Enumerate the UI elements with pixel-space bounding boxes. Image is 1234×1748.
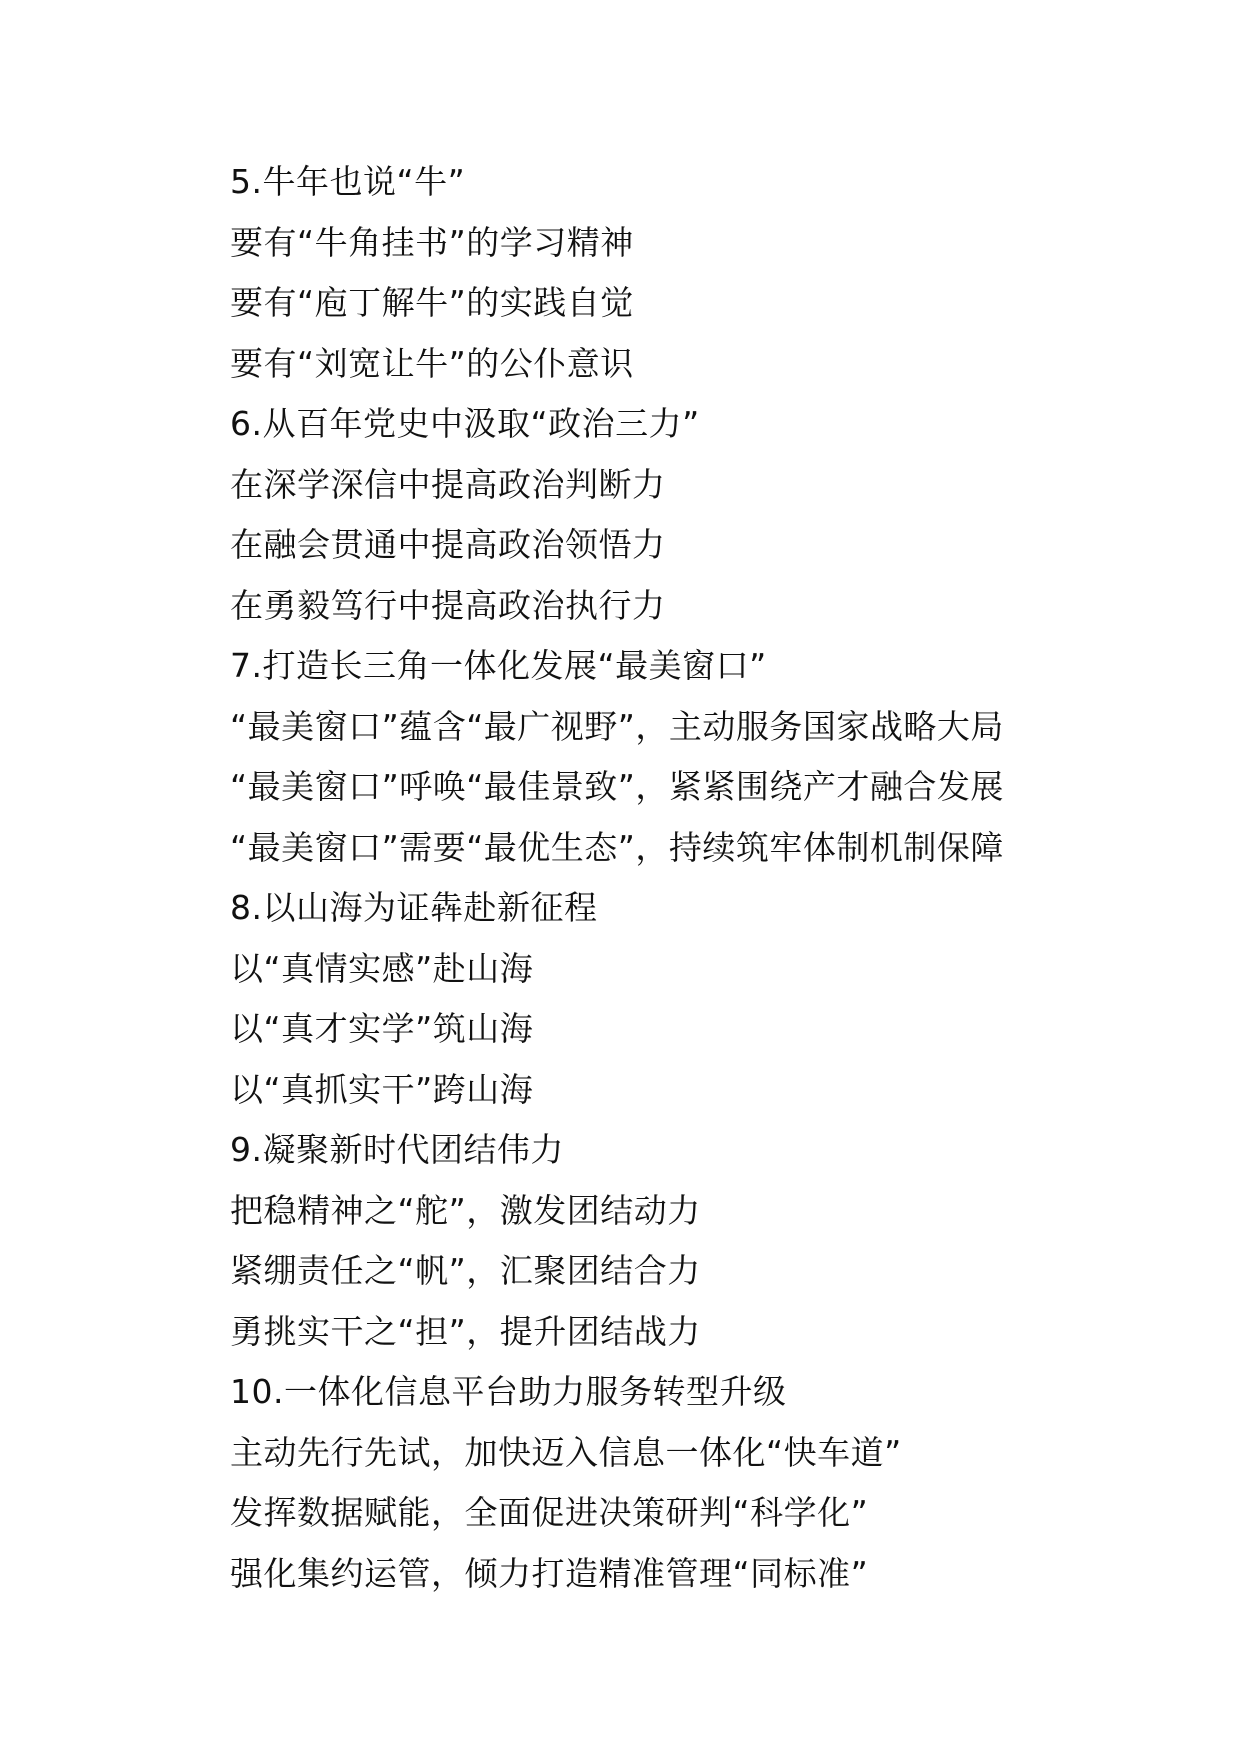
text-line: 勇挑实干之“担”，提升团结战力	[230, 1311, 701, 1351]
text-line: 把稳精神之“舵”，激发团结动力	[230, 1190, 701, 1230]
text-line: “最美窗口”需要“最优生态”，持续筑牢体制机制保障	[230, 827, 1004, 867]
text-line: 在勇毅笃行中提高政治执行力	[230, 585, 666, 625]
heading-6: 6.从百年党史中汲取“政治三力”	[230, 404, 700, 443]
text-line: 要有“庖丁解牛”的实践自觉	[230, 283, 634, 322]
text-line: 以“真情实感”赴山海	[230, 948, 534, 988]
heading-9: 9.凝聚新时代团结伟力	[230, 1130, 564, 1169]
text-line: 强化集约运管，倾力打造精准管理“同标准”	[230, 1553, 869, 1593]
text-line: 主动先行先试，加快迈入信息一体化“快车道”	[230, 1432, 902, 1472]
text-line: “最美窗口”呼唤“最佳景致”，紧紧围绕产才融合发展	[230, 767, 1004, 806]
heading-8: 8.以山海为证犇赴新征程	[230, 888, 598, 927]
text-line: 紧绷责任之“帆”，汇聚团结合力	[230, 1251, 701, 1290]
text-line: 以“真抓实干”跨山海	[230, 1069, 534, 1109]
heading-10: 10.一体化信息平台助力服务转型升级	[230, 1372, 787, 1411]
text-line: 在融会贯通中提高政治领悟力	[230, 525, 666, 564]
heading-7: 7.打造长三角一体化发展“最美窗口”	[230, 646, 767, 685]
document-body	[230, 152, 1130, 1604]
text-line: 要有“牛角挂书”的学习精神	[230, 222, 634, 262]
text-line: 发挥数据赋能，全面促进决策研判“科学化”	[230, 1493, 869, 1532]
text-line: 在深学深信中提高政治判断力	[230, 464, 666, 504]
text-line: “最美窗口”蕴含“最广视野”，主动服务国家战略大局	[230, 706, 1004, 746]
text-line: 要有“刘宽让牛”的公仆意识	[230, 343, 634, 383]
text-line: 以“真才实学”筑山海	[230, 1009, 534, 1048]
heading-5: 5.牛年也说“牛”	[230, 162, 466, 201]
